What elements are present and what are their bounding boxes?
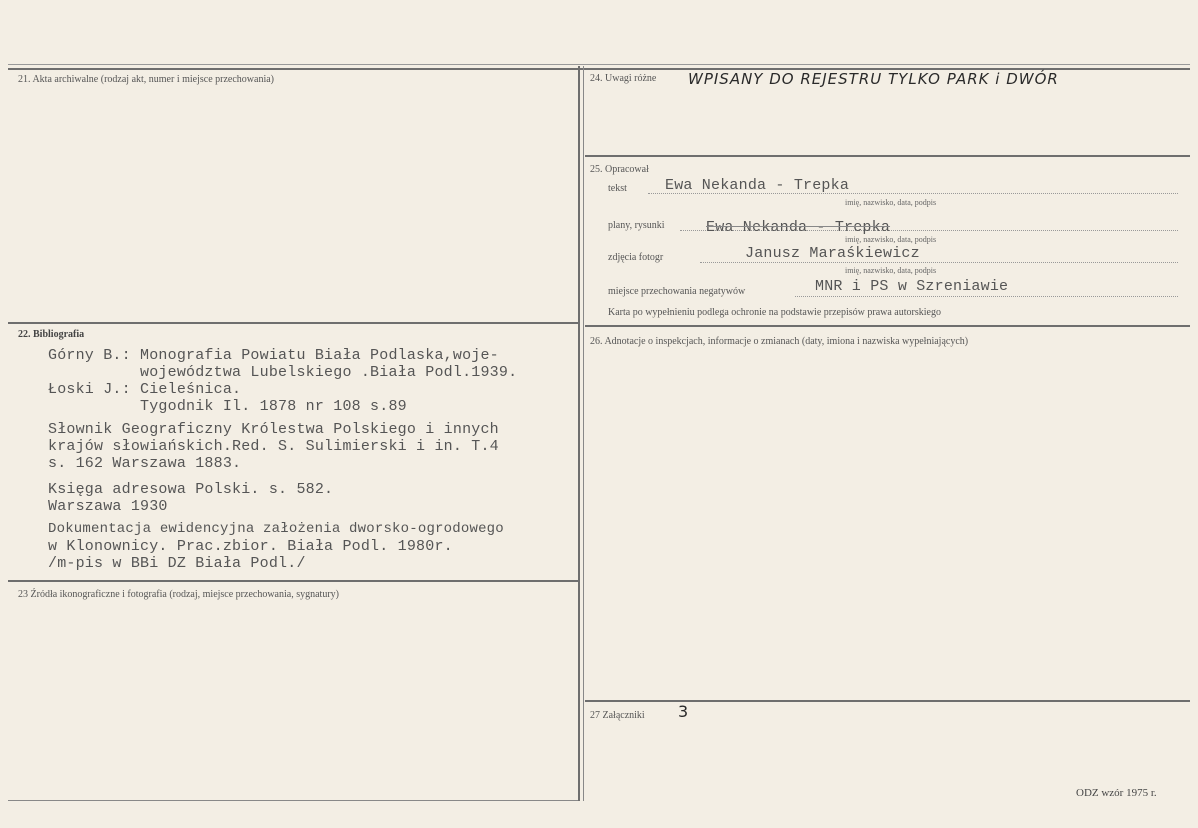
author-text-value: Ewa Nekanda - Trepka (665, 177, 850, 194)
author-text-caption: imię, nazwisko, data, podpis (845, 198, 937, 207)
copyright-note: Karta po wypełnieniu podlega ochronie na podstawie przepisów prawa autorskiego (608, 307, 941, 318)
section-24-label: 24. Uwagi różne (590, 73, 657, 84)
section-27-label: 27 Załączniki (590, 710, 645, 721)
section-25-label: 25. Opracował (590, 164, 649, 175)
negatives-label: miejsce przechowania negatywów (608, 286, 746, 297)
section-26-top-line (585, 325, 1190, 327)
negatives-dotline (795, 296, 1178, 297)
photos-value: Janusz Maraśkiewicz (745, 245, 920, 262)
section-23-top-line (8, 580, 578, 582)
bibliography-line: w Klonownicy. Prac.zbior. Biała Podl. 1980r. (48, 538, 453, 555)
plans-caption: imię, nazwisko, data, podpis (845, 235, 937, 244)
section-22-label: 22. Bibliografia (18, 329, 85, 340)
attachments-count: 3 (678, 702, 690, 721)
bibliography-line: Tygodnik Il. 1878 nr 108 s.89 (48, 398, 407, 415)
top-border-line (8, 64, 1190, 65)
form-footer: ODZ wzór 1975 r. (1076, 787, 1157, 799)
bibliography-line: Słownik Geograficzny Królestwa Polskiego i innych (48, 421, 499, 438)
photos-dotline (700, 262, 1178, 263)
bibliography-line: krajów słowiańskich.Red. S. Sulimierski i in. T.4 (48, 438, 499, 455)
bibliography-line: Dokumentacja ewidencyjna założenia dworsko-ogrodowego (48, 521, 504, 537)
bibliography-line: Łoski J.: Cieleśnica. (48, 381, 242, 398)
bottom-line (8, 800, 578, 801)
photos-caption: imię, nazwisko, data, podpis (845, 266, 937, 275)
author-text-label: tekst (608, 183, 627, 194)
plans-value: Ewa Nekanda - Trepka (706, 219, 891, 236)
photos-label: zdjęcia fotogr (608, 252, 664, 263)
bibliography-line: /m-pis w BBi DZ Biała Podl./ (48, 555, 306, 572)
section-23-label: 23 Źródła ikonograficzne i fotografia (rodzaj, miejsce przechowania, sygnatury) (18, 589, 339, 600)
bibliography-line: Księga adresowa Polski. s. 582. (48, 481, 334, 498)
remarks-handwritten: WPISANY DO REJESTRU TYLKO PARK i DWÓR (688, 70, 1059, 88)
negatives-value: MNR i PS w Szreniawie (815, 278, 1009, 295)
section-21-label: 21. Akta archiwalne (rodzaj akt, numer i miejsce przechowania) (18, 74, 275, 85)
bibliography-line: Warszawa 1930 (48, 498, 168, 515)
section-27-top-line (585, 700, 1190, 702)
column-divider-2 (583, 66, 584, 801)
column-divider (578, 66, 580, 801)
section-26-label: 26. Adnotacje o inspekcjach, informacje o zmianach (daty, imiona i nazwiska wypełniających) (590, 336, 969, 347)
bibliography-line: Górny B.: Monografia Powiatu Biała Podlaska,woje- (48, 347, 499, 364)
bibliography-line: województwa Lubelskiego .Biała Podl.1939. (48, 364, 518, 381)
bibliography-line: s. 162 Warszawa 1883. (48, 455, 242, 472)
section-22-top-line (8, 322, 578, 324)
section-25-top-line (585, 155, 1190, 157)
plans-label: plany, rysunki (608, 220, 665, 231)
